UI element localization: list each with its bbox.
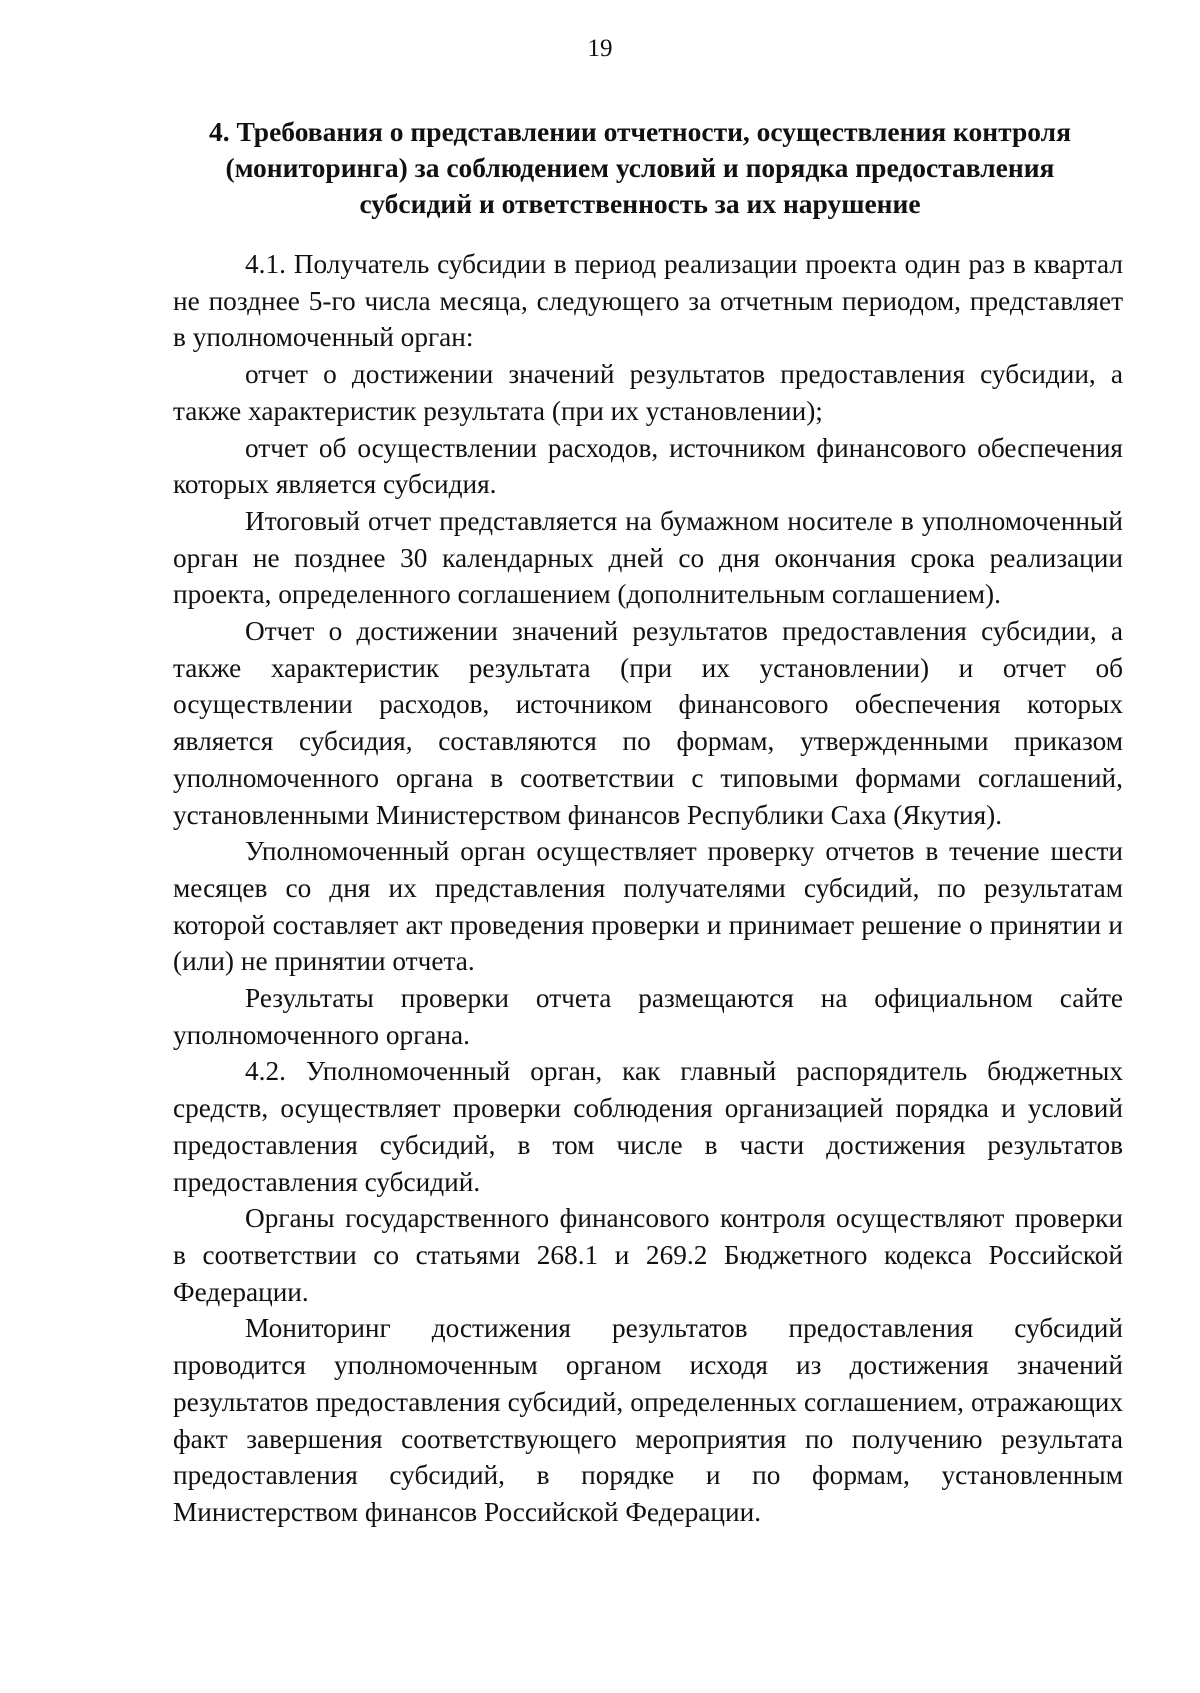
paragraph-verification-results: Результаты проверки отчета размещаются на официальном сайте уполномоченного органа. [173,983,1123,1050]
page-number: 19 [587,35,613,62]
paragraph-report-verification: Уполномоченный орган осуществляет проверку отчетов в течение шести месяцев со дня их представления получателями субсидий, по результатам которой составляет акт проведения проверки и принимает решение о принятии и (или) не принятии отчета. [173,836,1123,977]
paragraph-report-forms: Отчет о достижении значений результатов предоставления субсидии, а также характеристик результата (при их установлении) и отчет об осуществлении расходов, источником финансового обеспечения которых является субсидия, составляются по формам, утвержденными приказом уполномоченного органа в соответствии с типовыми формами соглашений, установленными Министерством финансов Республики Саха (Якутия). [173,616,1123,830]
section-heading [160,114,1120,222]
body-text [173,246,1123,1531]
paragraph-monitoring: Мониторинг достижения результатов предоставления субсидий проводится уполномоченным органом исходя из достижения значений результатов предоставления субсидий, определенных соглашением, отражающих факт завершения соответствующего мероприятия по получению результата предоставления субсидий, в порядке и по формам, установленным Министерством финансов Российской Федерации. [173,1313,1123,1527]
paragraph-results-report: отчет о достижении значений результатов предоставления субсидии, а также характеристик результата (при их установлении); [173,359,1123,426]
paragraph-4-1-intro: 4.1. Получатель субсидии в период реализации проекта один раз в квартал не позднее 5-го числа месяца, следующего за отчетным периодом, представляет в уполномоченный орган: [173,249,1123,353]
paragraph-expenses-report: отчет об осуществлении расходов, источником финансового обеспечения которых является субсидия. [173,432,1123,500]
paragraph-4-2-compliance: 4.2. Уполномоченный орган, как главный распорядитель бюджетных средств, осуществляет проверки соблюдения организацией порядка и условий предоставления субсидий, в том числе в части достижения результатов предоставления субсидий. [173,1056,1123,1197]
heading-line: 4. Требования о представлении отчетности, осуществления контроля [209,116,1071,147]
heading-line: (мониторинга) за соблюдением условий и порядка предоставления [225,152,1055,183]
paragraph-financial-control: Органы государственного финансового контроля осуществляют проверки в соответствии со статьями 268.1 и 269.2 Бюджетного кодекса Российской Федерации. [173,1203,1123,1307]
heading-line: субсидий и ответственность за их нарушение [359,188,921,219]
paragraph-final-report: Итоговый отчет представляется на бумажном носителе в уполномоченный орган не позднее 30 календарных дней со дня окончания срока реализации проекта, определенного соглашением (дополнительным соглашением). [173,505,1123,610]
